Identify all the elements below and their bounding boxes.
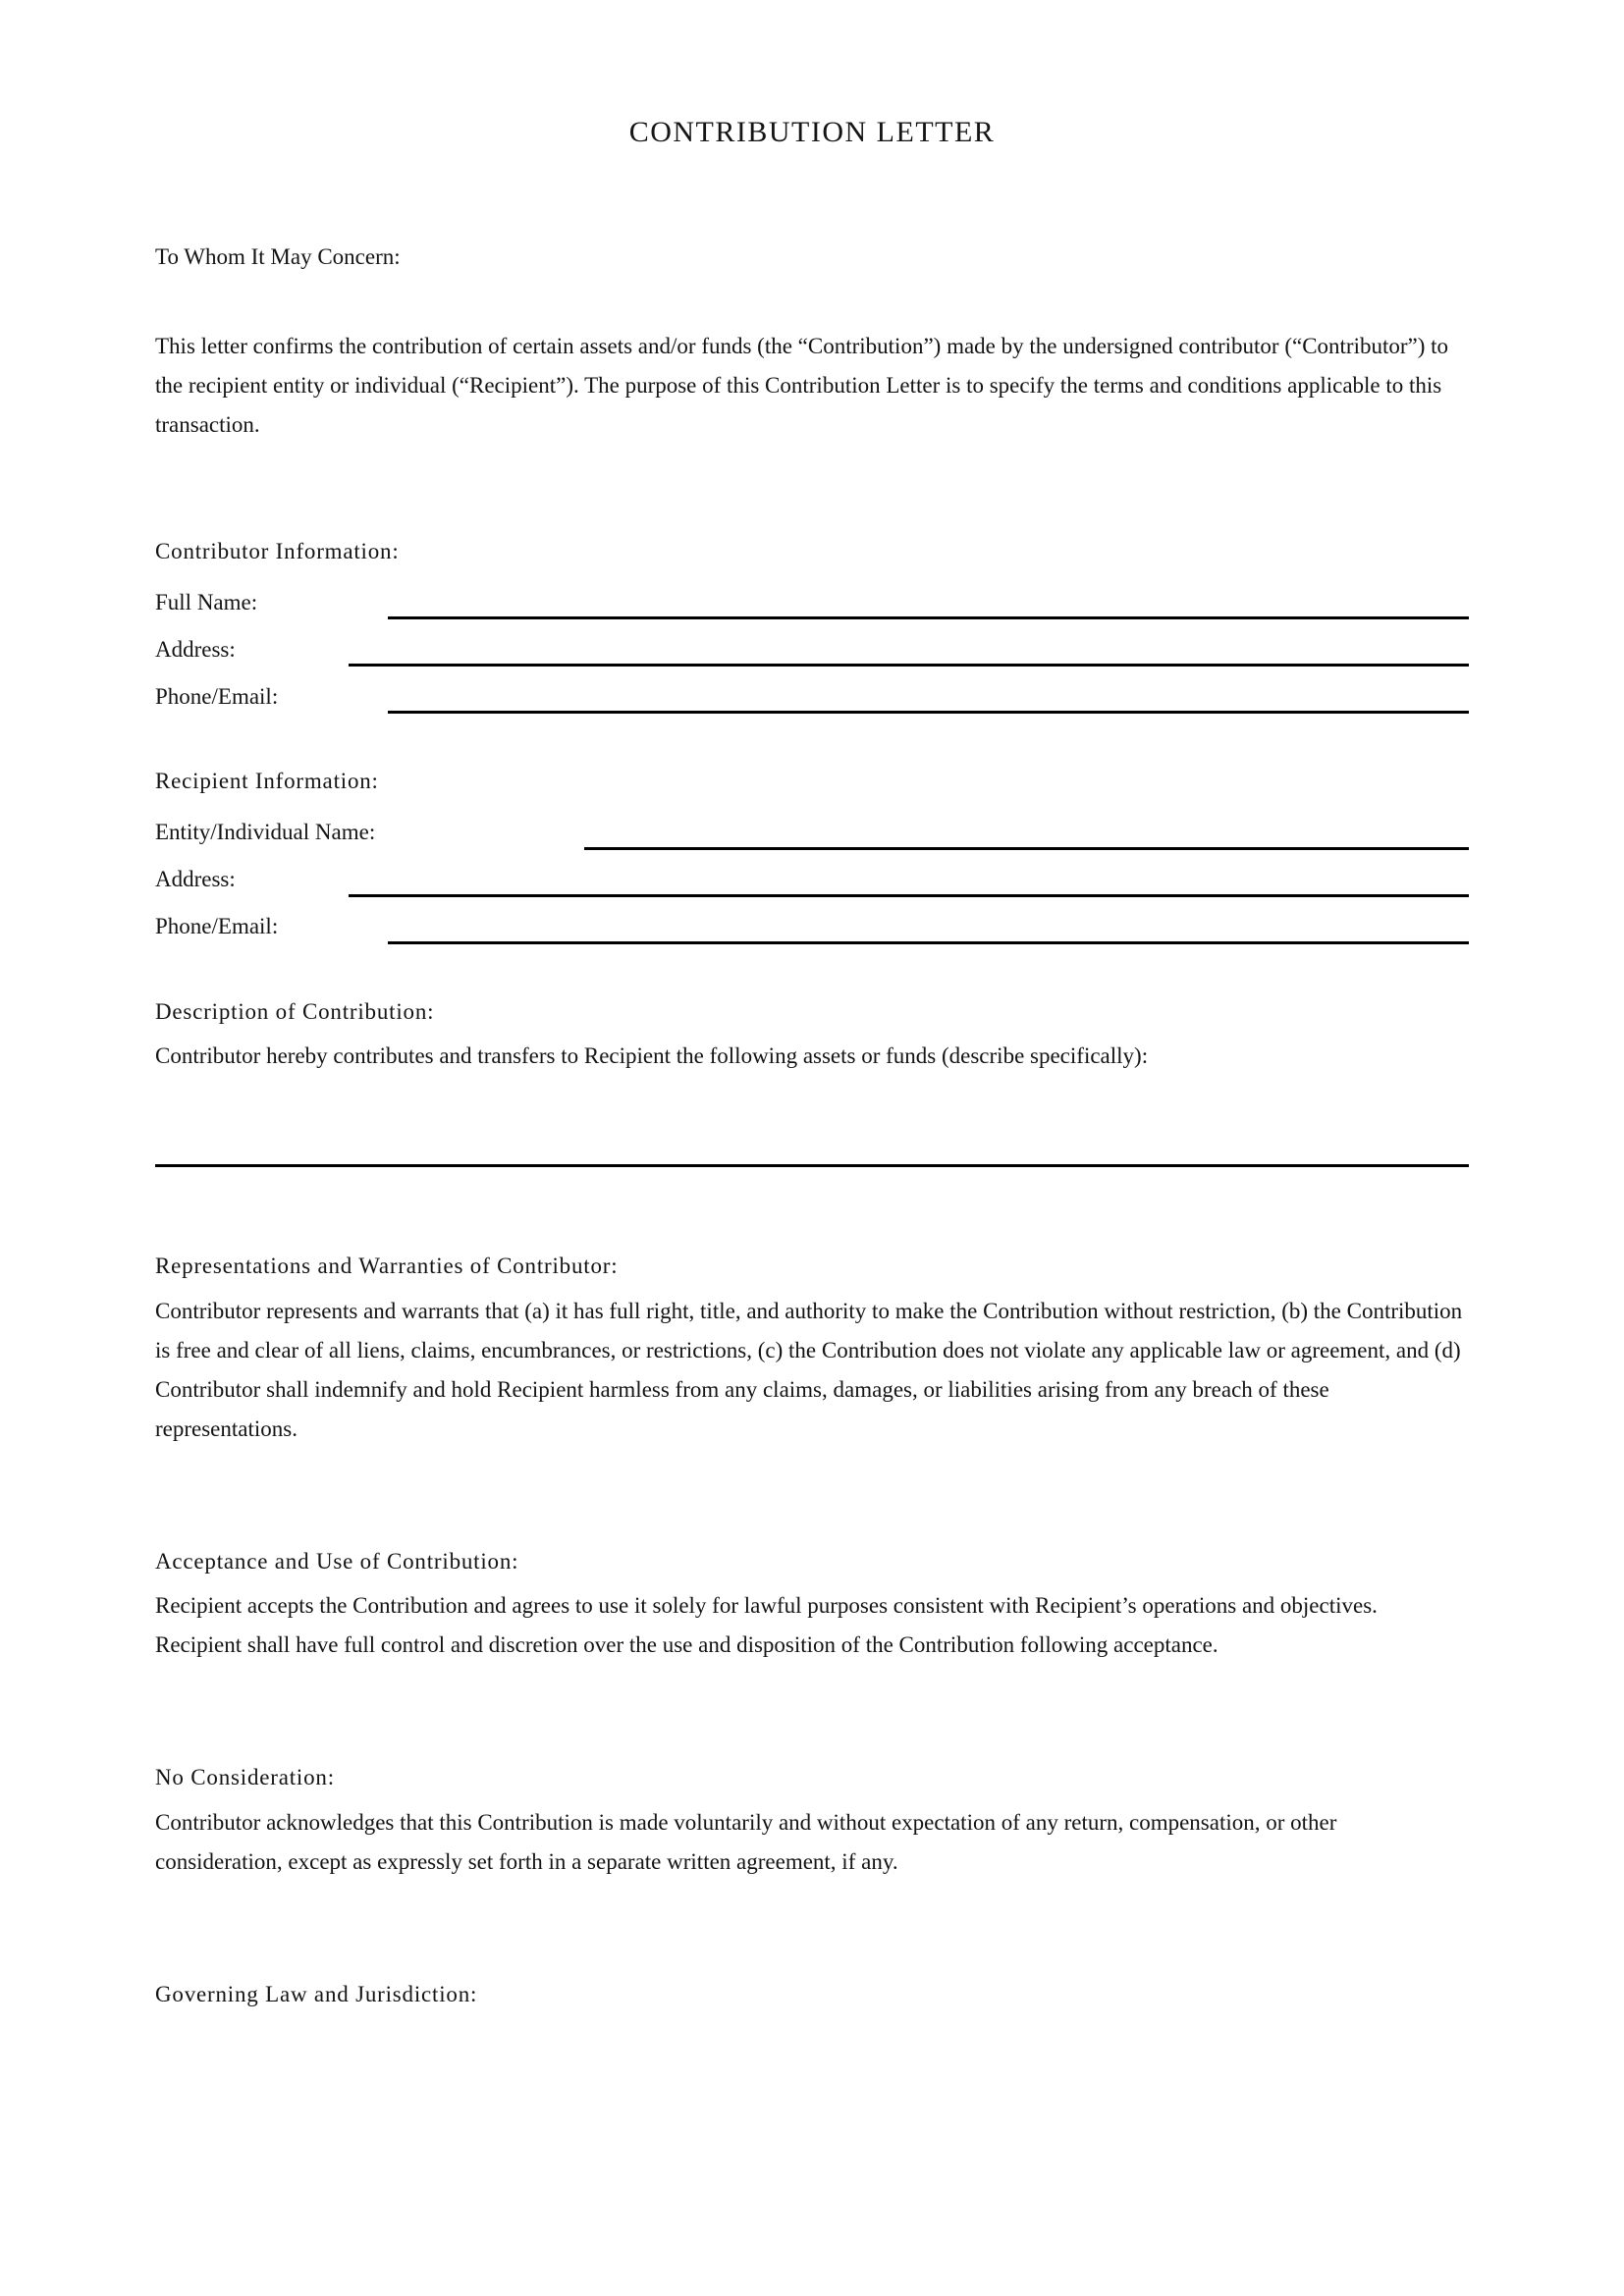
description-body: Contributor hereby contributes and transfers to Recipient the following assets or funds (describe specifically):: [155, 1043, 1149, 1069]
governing-law-heading: Governing Law and Jurisdiction:: [155, 1981, 478, 2006]
address-label: Address:: [155, 636, 236, 662]
no-consideration-body: Contributor acknowledges that this Contribution is made voluntarily and without expectation of any return, compensation, or other consideration, except as expressly set forth in a separate written agreement, if any.: [155, 1809, 1337, 1874]
full-name-label: Full Name:: [155, 589, 258, 614]
address-input-line[interactable]: [349, 664, 1469, 667]
document-title: CONTRIBUTION LETTER: [628, 116, 996, 148]
intro-paragraph: This letter confirms the contribution of certain assets and/or funds (the “Contribution”) made by the undersigned contributor (“Contributor”) to the recipient entity or individual (“Recipient”). The purpose of this Contribution Letter is to specify the terms and conditions applicable to this transaction.: [155, 333, 1449, 437]
contributor-form: [155, 572, 1469, 714]
recipient-information-heading: Recipient Information:: [155, 769, 379, 794]
acceptance-heading: Acceptance and Use of Contribution:: [155, 1548, 519, 1574]
description-heading: Description of Contribution:: [155, 998, 435, 1024]
no-consideration-heading: No Consideration:: [155, 1765, 335, 1790]
recipient-form: [155, 803, 1469, 944]
form-row-recipient-phone-email: [155, 897, 1469, 944]
description-of-contribution-section: [155, 999, 1469, 1167]
recipient-address-input-line[interactable]: [349, 894, 1469, 897]
representations-heading: Representations and Warranties of Contributor:: [155, 1254, 619, 1279]
no-consideration-section: [155, 1765, 1469, 1881]
salutation: To Whom It May Concern:: [155, 243, 401, 269]
representations-body: Contributor represents and warrants that (a) it has full right, title, and authority to make the Contribution without restriction, (b) the Contribution is free and clear of all liens, claims, encumbrances, or restrictions, (c) the Contribution does not violate any applicable law or agreement, and (d) Contributor shall indemnify and hold Recipient harmless from any claims, damages, or liabilities arising from any breach of these representations.: [155, 1298, 1463, 1441]
acceptance-use-section: [155, 1549, 1469, 1665]
phone-email-label: Phone/Email:: [155, 683, 279, 709]
entity-individual-name-input-line[interactable]: [584, 847, 1469, 850]
phone-email-input-line[interactable]: [388, 711, 1469, 714]
governing-law-section: [155, 1982, 1469, 2007]
recipient-phone-email-label: Phone/Email:: [155, 914, 279, 939]
entity-individual-name-label: Entity/Individual Name:: [155, 820, 376, 845]
contributor-information-heading: Contributor Information:: [155, 538, 400, 563]
full-name-input-line[interactable]: [388, 616, 1469, 619]
description-input-line[interactable]: [155, 1164, 1469, 1167]
form-row-recipient-address: [155, 850, 1469, 897]
recipient-information-section: [155, 769, 1469, 943]
acceptance-body: Recipient accepts the Contribution and agrees to use it solely for lawful purposes consistent with Recipient’s operations and objectives. Recipient shall have full control and discretion over the use and disposition of the Contribution following acceptance.: [155, 1593, 1378, 1658]
form-row-contributor-address: [155, 619, 1469, 667]
recipient-address-label: Address:: [155, 867, 236, 892]
contributor-information-section: [155, 539, 1469, 714]
form-row-contributor-full-name: [155, 572, 1469, 619]
form-row-contributor-phone-email: [155, 667, 1469, 714]
representations-warranties-section: [155, 1254, 1469, 1448]
recipient-phone-email-input-line[interactable]: [388, 941, 1469, 944]
form-row-recipient-entity-name: [155, 803, 1469, 850]
